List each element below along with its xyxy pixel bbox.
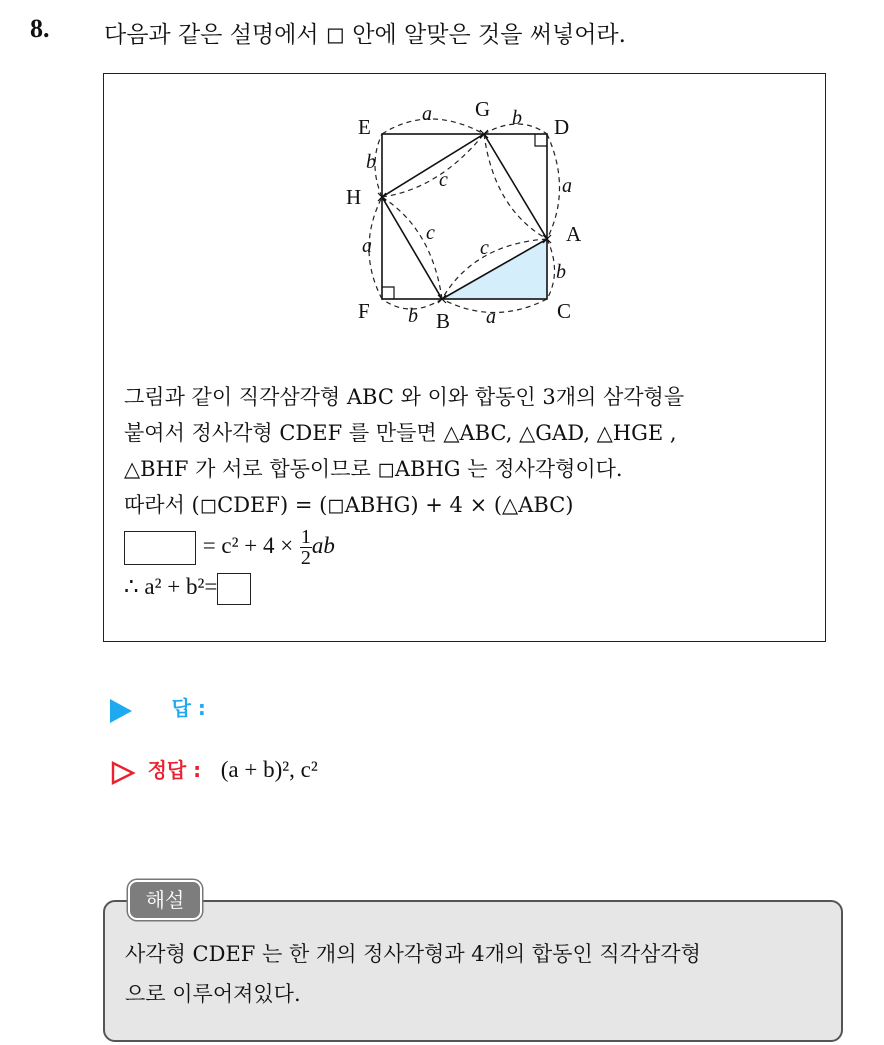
- therefore-equation: ∴ a² + b²=: [124, 574, 218, 599]
- solution-line-2: 으로 이루어져있다.: [125, 982, 301, 1006]
- solution-line-1: 사각형 CDEF 는 한 개의 정사각형과 4개의 합동인 직각삼각형: [125, 942, 701, 966]
- arc-da: [547, 134, 560, 239]
- label-d: D: [554, 115, 570, 139]
- problem-box: [103, 73, 826, 642]
- label-b: B: [436, 309, 451, 333]
- solution-tag: 해설: [128, 880, 202, 920]
- side-label-eg: a: [422, 103, 432, 125]
- right-angle-f: [382, 287, 394, 299]
- pythagoras-figure: [344, 94, 604, 354]
- question-number: 8.: [30, 14, 50, 43]
- fraction-numerator: 1: [300, 526, 311, 548]
- correct-answer-value: (a + b)², c²: [220, 757, 318, 782]
- explanation-line-2: 붙여서 정사각형 CDEF 를 만들면 △ABC, △GAD, △HGE ,: [124, 421, 677, 445]
- answer-blank-1[interactable]: [124, 531, 196, 565]
- question-prompt: 다음과 같은 설명에서 ◻ 안에 알맞은 것을 써넣어라.: [104, 22, 626, 48]
- explanation-line-1: 그림과 같이 직각삼각형 ABC 와 이와 합동인 3개의 삼각형을: [124, 385, 685, 409]
- side-label-da: a: [562, 175, 572, 197]
- explanation-line-6: [124, 569, 684, 605]
- correct-answer-label: 정답 :: [147, 758, 202, 782]
- answer-blank-2[interactable]: [217, 573, 251, 605]
- answer-label: 답 :: [171, 696, 206, 720]
- label-f: F: [358, 299, 370, 323]
- label-c: C: [557, 299, 572, 323]
- side-label-bc: a: [486, 306, 496, 328]
- side-label-fb: b: [408, 305, 418, 327]
- fraction-denominator: 2: [300, 547, 311, 569]
- label-g: G: [475, 97, 491, 121]
- side-label-eh: b: [366, 151, 376, 173]
- label-e: E: [358, 115, 371, 139]
- explanation-line-5: [124, 523, 684, 569]
- outline-arrow-icon: [110, 760, 136, 786]
- arc-eg: [382, 119, 484, 134]
- equation-ab: ab: [311, 533, 335, 558]
- inner-label-c3: c: [480, 237, 489, 259]
- answer-row: [110, 692, 206, 723]
- solution-box: [103, 900, 843, 1042]
- arc-ac: [547, 239, 555, 299]
- inner-label-c2: c: [426, 222, 435, 244]
- side-label-ac: b: [556, 261, 566, 283]
- explanation-line-4: 따라서 (◻CDEF) = (◻ABHG) + 4 × (△ABC): [124, 493, 574, 517]
- side-label-gd: b: [512, 107, 522, 129]
- label-a: A: [566, 222, 582, 246]
- explanation-line-3: △BHF 가 서로 합동이므로 ◻ABHG 는 정사각형이다.: [124, 457, 623, 481]
- side-label-hf: a: [362, 235, 372, 257]
- explanation-text: [124, 379, 684, 605]
- solution-text: [125, 934, 701, 1014]
- right-angle-d: [535, 134, 547, 146]
- label-h: H: [346, 185, 362, 209]
- arc-he: [375, 134, 382, 197]
- inner-label-c1: c: [439, 169, 448, 191]
- answer-arrow-icon: [110, 699, 132, 723]
- fraction-half: [300, 527, 312, 568]
- correct-answer-row: [110, 754, 318, 786]
- equation-rest: = c² + 4 ×: [202, 533, 294, 558]
